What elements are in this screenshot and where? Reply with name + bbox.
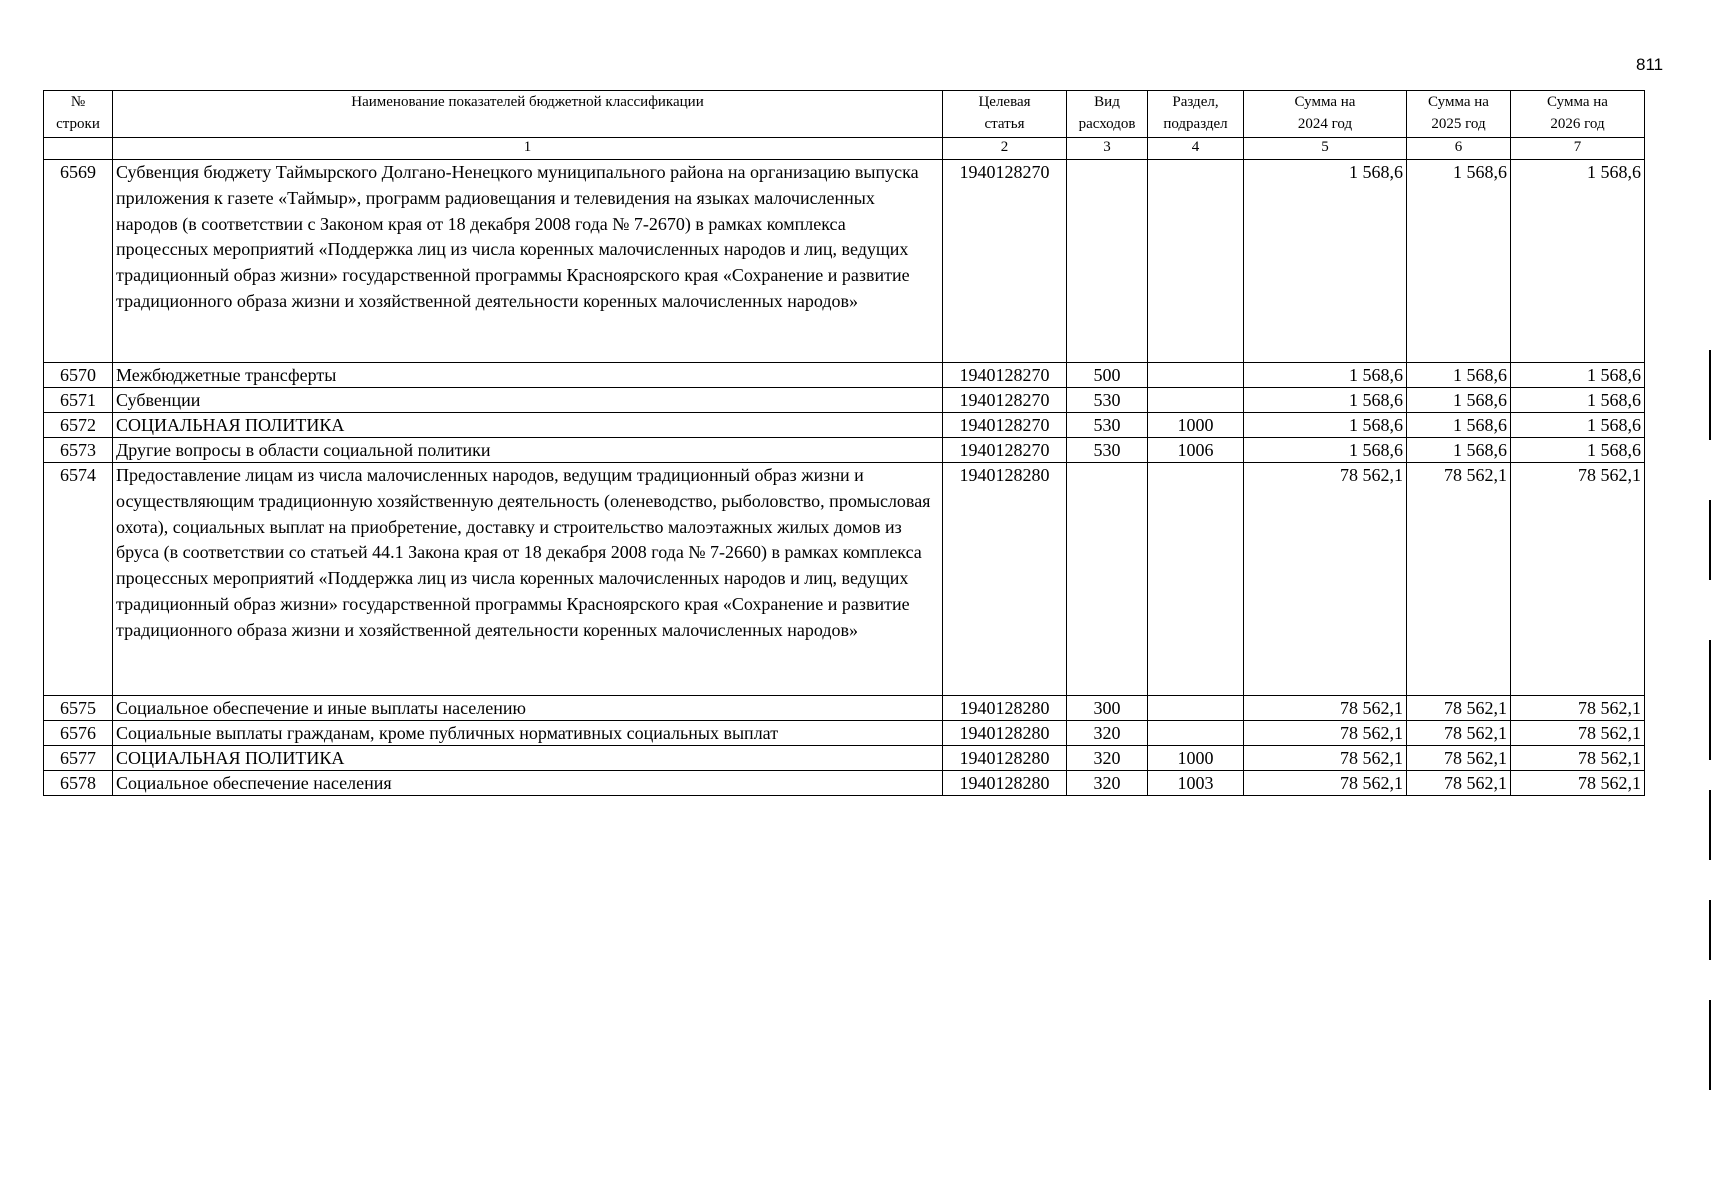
indicator-name: Предоставление лицам из числа малочисленных народов, ведущим традиционный образ жизни и осуществляющим традиционную хозяйственную деятельность (оленеводство, рыболовство, промысловая охота), социальных выплат на приобретение, доставку и строительство малоэтажных жилых домов из бруса (в соответствии со статьей 44.1 Закона края от 18 декабря 2008 года № 7-2660) в рамках комплекса процессных мероприятий «Поддержка лиц из числа коренных малочисленных народов и лиц, ведущих традиционный образ жизни» государственной программы Красноярского края «Сохранение и развитие традиционного образа жизни и хозяйственной деятельности коренных малочисленных народов»	[113, 463, 943, 696]
column-number: 3	[1067, 138, 1148, 160]
column-number: 2	[943, 138, 1067, 160]
row-number: 6570	[44, 363, 113, 388]
header-text: Сумма на	[1547, 94, 1608, 110]
sum-2025: 1 568,6	[1407, 388, 1511, 413]
header-text: 2026 год	[1550, 116, 1605, 132]
indicator-name: Субвенция бюджету Таймырского Долгано-Ненецкого муниципального района на организацию выпуска приложения к газете «Таймыр», программ радиовещания и телевидения на языках малочисленных народов (в соответствии с Законом края от 18 декабря 2008 года № 7-2670) в рамках комплекса процессных мероприятий «Поддержка лиц из числа коренных малочисленных народов и лиц, ведущих традиционный образ жизни» государственной программы Красноярского края «Сохранение и развитие традиционного образа жизни и хозяйственной деятельности коренных малочисленных народов»	[113, 160, 943, 363]
column-number-row	[44, 138, 1645, 160]
sum-2025: 78 562,1	[1407, 771, 1511, 796]
expense-type: 320	[1067, 721, 1148, 746]
header-row-number	[44, 91, 113, 138]
scan-edge-mark	[1709, 1000, 1711, 1090]
column-number: 1	[113, 138, 943, 160]
budget-classification-table	[43, 90, 1645, 796]
sum-2025: 1 568,6	[1407, 438, 1511, 463]
expense-type: 500	[1067, 363, 1148, 388]
section: 1000	[1148, 746, 1244, 771]
indicator-name: Социальное обеспечение и иные выплаты населению	[113, 696, 943, 721]
sum-2024: 1 568,6	[1244, 413, 1407, 438]
row-number: 6577	[44, 746, 113, 771]
table-row	[44, 388, 1645, 413]
target-article: 1940128270	[943, 388, 1067, 413]
section: 1003	[1148, 771, 1244, 796]
column-number: 4	[1148, 138, 1244, 160]
header-text: строки	[56, 116, 100, 132]
row-number: 6571	[44, 388, 113, 413]
page-number: 811	[1636, 55, 1664, 74]
column-number: 5	[1244, 138, 1407, 160]
indicator-name: Социальные выплаты гражданам, кроме публичных нормативных социальных выплат	[113, 721, 943, 746]
column-number	[44, 138, 113, 160]
row-number: 6572	[44, 413, 113, 438]
sum-2025: 1 568,6	[1407, 160, 1511, 363]
indicator-name: Межбюджетные трансферты	[113, 363, 943, 388]
header-row	[44, 91, 1645, 138]
header-sum-2024	[1244, 91, 1407, 138]
indicator-name: Субвенции	[113, 388, 943, 413]
table-row	[44, 463, 1645, 696]
table-header	[44, 91, 1645, 160]
expense-type: 530	[1067, 413, 1148, 438]
header-text: статья	[984, 116, 1025, 132]
expense-type	[1067, 463, 1148, 696]
expense-type	[1067, 160, 1148, 363]
row-number: 6576	[44, 721, 113, 746]
scan-edge-mark	[1709, 500, 1711, 580]
header-sum-2026	[1511, 91, 1645, 138]
target-article: 1940128270	[943, 363, 1067, 388]
row-number: 6578	[44, 771, 113, 796]
table-body	[44, 160, 1645, 796]
target-article: 1940128280	[943, 746, 1067, 771]
sum-2025: 78 562,1	[1407, 746, 1511, 771]
table-row	[44, 413, 1645, 438]
sum-2026: 1 568,6	[1511, 160, 1645, 363]
expense-type: 320	[1067, 746, 1148, 771]
header-text: 2024 год	[1297, 116, 1353, 132]
sum-2025: 78 562,1	[1407, 463, 1511, 696]
sum-2026: 1 568,6	[1511, 413, 1645, 438]
table-row	[44, 721, 1645, 746]
column-number: 6	[1407, 138, 1511, 160]
section	[1148, 721, 1244, 746]
sum-2024: 1 568,6	[1244, 388, 1407, 413]
header-indicator-name	[113, 91, 943, 138]
header-text: Сумма на	[1428, 94, 1489, 110]
target-article: 1940128270	[943, 438, 1067, 463]
sum-2024: 78 562,1	[1244, 696, 1407, 721]
target-article: 1940128270	[943, 413, 1067, 438]
table-row	[44, 771, 1645, 796]
table-row	[44, 160, 1645, 363]
header-text: Сумма на	[1294, 94, 1356, 110]
header-sum-2025	[1407, 91, 1511, 138]
sum-2026: 1 568,6	[1511, 388, 1645, 413]
header-text: подраздел	[1163, 116, 1228, 132]
sum-2024: 78 562,1	[1244, 721, 1407, 746]
indicator-name: СОЦИАЛЬНАЯ ПОЛИТИКА	[113, 413, 943, 438]
expense-type: 320	[1067, 771, 1148, 796]
target-article: 1940128280	[943, 696, 1067, 721]
section	[1148, 388, 1244, 413]
section	[1148, 463, 1244, 696]
sum-2024: 1 568,6	[1244, 363, 1407, 388]
expense-type: 530	[1067, 438, 1148, 463]
scan-edge-mark	[1709, 350, 1711, 440]
header-text: Вид	[1094, 94, 1120, 110]
scan-edge-mark	[1709, 900, 1711, 960]
sum-2024: 78 562,1	[1244, 463, 1407, 696]
header-text: расходов	[1078, 116, 1136, 132]
sum-2026: 78 562,1	[1511, 771, 1645, 796]
row-number: 6575	[44, 696, 113, 721]
section: 1000	[1148, 413, 1244, 438]
indicator-name: Социальное обеспечение населения	[113, 771, 943, 796]
sum-2026: 1 568,6	[1511, 438, 1645, 463]
header-section	[1148, 91, 1244, 138]
header-text: Наименование показателей бюджетной классификации	[351, 94, 704, 110]
indicator-name: Другие вопросы в области социальной политики	[113, 438, 943, 463]
target-article: 1940128280	[943, 771, 1067, 796]
sum-2026: 1 568,6	[1511, 363, 1645, 388]
scan-edge-mark	[1709, 640, 1711, 760]
scan-edge-mark	[1709, 790, 1711, 860]
header-text: Целевая	[978, 94, 1031, 110]
section	[1148, 363, 1244, 388]
row-number: 6573	[44, 438, 113, 463]
table-row	[44, 746, 1645, 771]
target-article: 1940128270	[943, 160, 1067, 363]
sum-2026: 78 562,1	[1511, 746, 1645, 771]
row-number: 6569	[44, 160, 113, 363]
sum-2025: 1 568,6	[1407, 363, 1511, 388]
sum-2024: 1 568,6	[1244, 160, 1407, 363]
table-row	[44, 438, 1645, 463]
sum-2025: 78 562,1	[1407, 696, 1511, 721]
indicator-name: СОЦИАЛЬНАЯ ПОЛИТИКА	[113, 746, 943, 771]
expense-type: 530	[1067, 388, 1148, 413]
table-row	[44, 696, 1645, 721]
header-text: 2025 год	[1431, 116, 1486, 132]
header-text: №	[70, 94, 86, 110]
target-article: 1940128280	[943, 721, 1067, 746]
sum-2025: 1 568,6	[1407, 413, 1511, 438]
sum-2026: 78 562,1	[1511, 463, 1645, 696]
table-row	[44, 363, 1645, 388]
row-number: 6574	[44, 463, 113, 696]
header-target-article	[943, 91, 1067, 138]
sum-2026: 78 562,1	[1511, 721, 1645, 746]
column-number: 7	[1511, 138, 1645, 160]
target-article: 1940128280	[943, 463, 1067, 696]
sum-2024: 78 562,1	[1244, 746, 1407, 771]
header-expense-type	[1067, 91, 1148, 138]
sum-2024: 78 562,1	[1244, 771, 1407, 796]
sum-2024: 1 568,6	[1244, 438, 1407, 463]
section	[1148, 160, 1244, 363]
expense-type: 300	[1067, 696, 1148, 721]
sum-2025: 78 562,1	[1407, 721, 1511, 746]
sum-2026: 78 562,1	[1511, 696, 1645, 721]
section	[1148, 696, 1244, 721]
header-text: Раздел,	[1172, 94, 1219, 110]
section: 1006	[1148, 438, 1244, 463]
